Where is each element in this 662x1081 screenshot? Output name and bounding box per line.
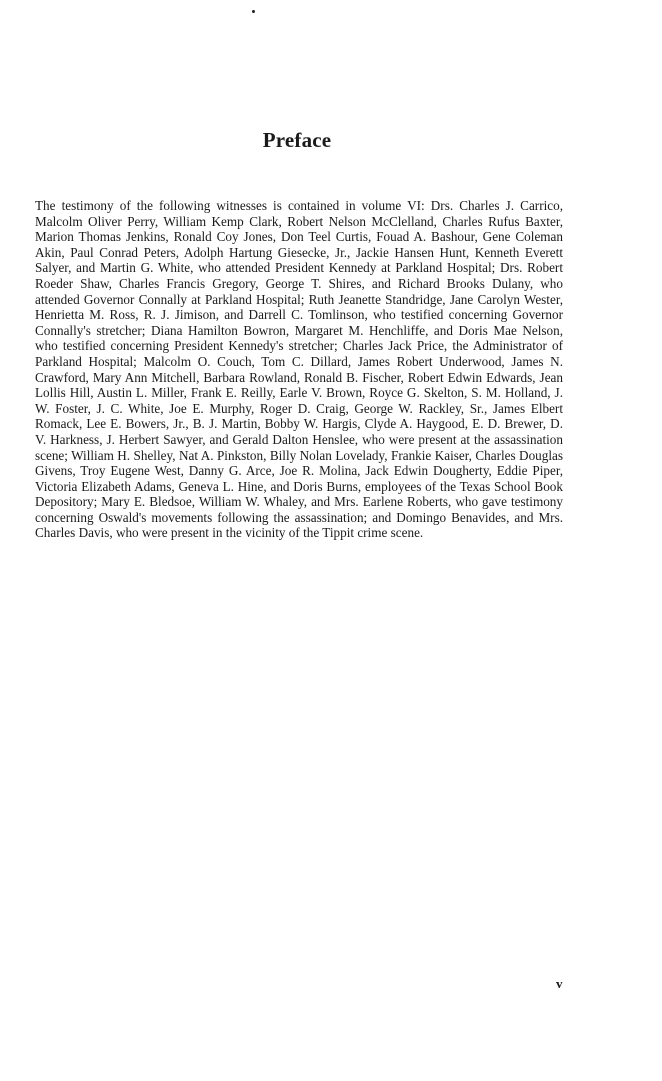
- print-speck: [252, 10, 255, 13]
- page-number: v: [556, 976, 563, 991]
- page-title: Preface: [262, 128, 332, 152]
- preface-paragraph: The testimony of the following witnesses is contained in volume VI: Drs. Charles J. Carrico, Malcolm Oliver Perry, William Kemp Clark, Robert Nelson McClelland, Charles Rufus Baxter, Marion Thomas Jenkins, Ronald Coy Jones, Don Teel Curtis, Fouad A. Bashour, Gene Coleman Akin, Paul Conrad Peters, Adolph Hartung Giesecke, Jr., Jackie Hansen Hunt, Kenneth Everett Salyer, and Martin G. White, who attended President Kennedy at Parkland Hospital; Drs. Robert Roeder Shaw, Charles Francis Gregory, George T. Shires, and Richard Brooks Dulany, who attended Governor Connally at Parkland Hospital; Ruth Jeanette Standridge, Jane Carolyn Wester, Henrietta M. Ross, R. J. Jimison, and Darrell C. Tomlinson, who testified concerning Governor Connally's stretcher; Diana Hamilton Bowron, Margaret M. Henchliffe, and Doris Mae Nelson, who testified concerning President Kennedy's stretcher; Charles Jack Price, the Administrator of Parkland Hospital; Malcolm O. Couch, Tom C. Dillard, James Robert Underwood, James N. Crawford, Mary Ann Mitchell, Barbara Rowland, Ronald B. Fischer, Robert Edwin Edwards, Jean Lollis Hill, Austin L. Miller, Frank E. Reilly, Earle V. Brown, Royce G. Skelton, S. M. Holland, J. W. Foster, J. C. White, Joe E. Murphy, Roger D. Craig, George W. Rackley, Sr., James Elbert Romack, Lee E. Bowers, Jr., B. J. Martin, Bobby W. Hargis, Clyde A. Haygood, E. D. Brewer, D. V. Harkness, J. Herbert Sawyer, and Gerald Dalton Henslee, who were present at the assassination scene; William H. Shelley, Nat A. Pinkston, Billy Nolan Lovelady, Frankie Kaiser, Charles Douglas Givens, Troy Eugene West, Danny G. Arce, Joe R. Molina, Jack Edwin Dougherty, Eddie Piper, Victoria Elizabeth Adams, Geneva L. Hine, and Doris Burns, employees of the Texas School Book Depository; Mary E. Bledsoe, William W. Whaley, and Mrs. Earlene Roberts, who gave testimony concerning Oswald's movements following the assassination; and Domingo Benavides, and Mrs. Charles Davis, who were present in the vicinity of the Tippit crime scene.: [35, 198, 563, 541]
